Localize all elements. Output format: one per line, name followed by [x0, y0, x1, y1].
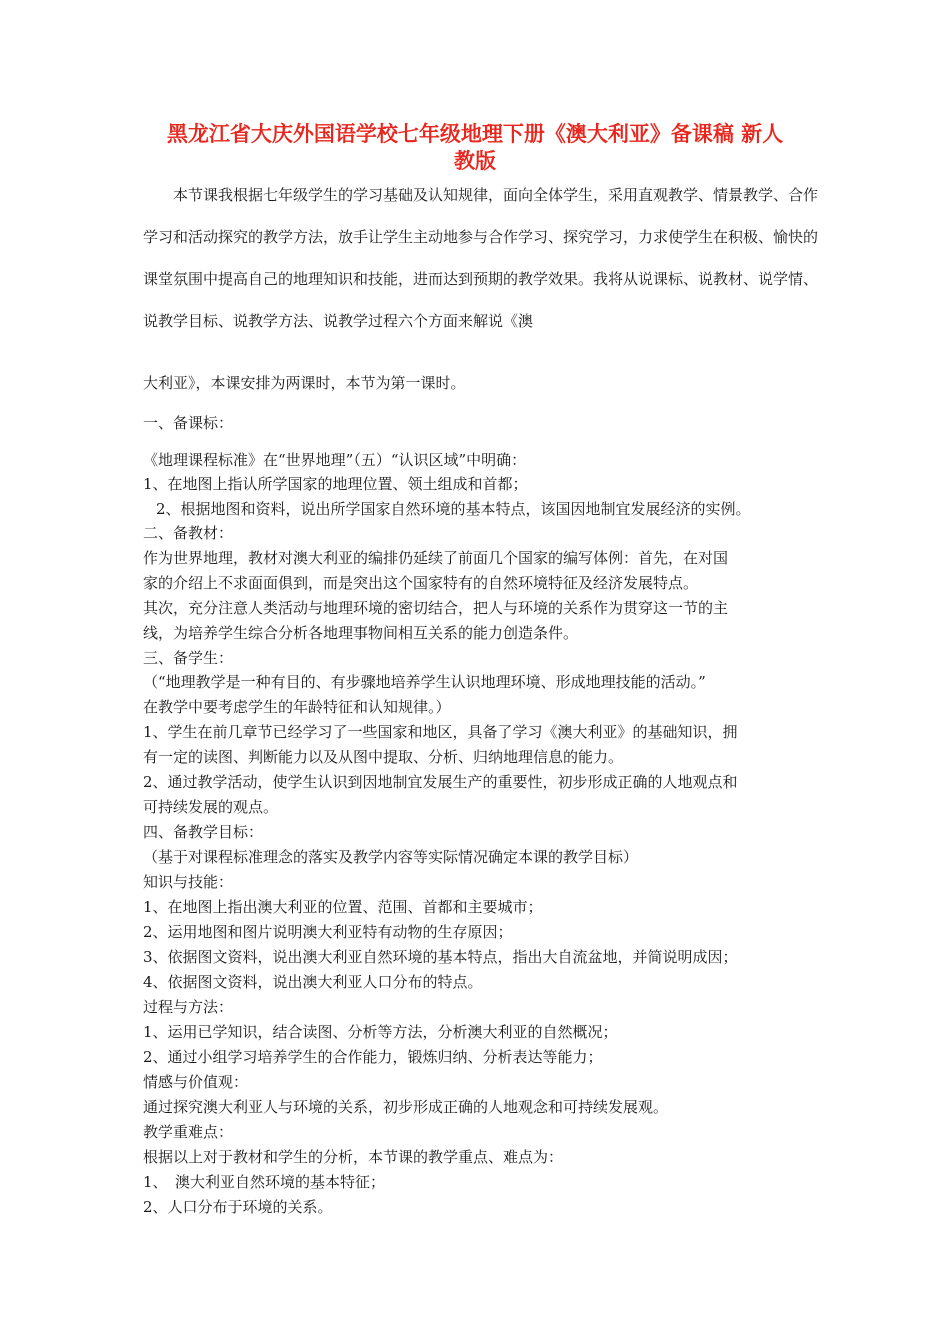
intro-paragraph	[143, 174, 823, 342]
title-line-2: 教版	[454, 149, 496, 173]
subheading: 知识与技能：	[143, 873, 234, 891]
text-line: 1、 澳大利亚自然环境的基本特征；	[143, 1173, 386, 1191]
text-line: 其次，充分注意人类活动与地理环境的密切结合，把人与环境的关系作为贯穿这一节的主	[143, 599, 729, 617]
text-line: 根据以上对于教材和学生的分析，本节课的教学重点、难点为：	[143, 1148, 564, 1166]
text-line: （“地理教学是一种有目的、有步骤地培养学生认识地理环境、形成地理技能的活动。”	[143, 673, 706, 691]
text-line: 1、在地图上指出澳大利亚的位置、范围、首都和主要城市；	[143, 898, 543, 916]
text-line: 1、在地图上指认所学国家的地理位置、领土组成和首都；	[143, 475, 528, 493]
text-line: 2、运用地图和图片说明澳大利亚特有动物的生存原因；	[143, 923, 513, 941]
text-line: 3、依据图文资料，说出澳大利亚自然环境的基本特点，指出大自流盆地，并简说明成因；	[143, 948, 738, 966]
text-line: 2、人口分布于环境的关系。	[143, 1198, 333, 1216]
section-heading: 二、备教材：	[143, 524, 234, 542]
text-line: 1、学生在前几章节已经学习了一些国家和地区，具备了学习《澳大利亚》的基础知识，拥	[143, 723, 738, 741]
title-line-1: 黑龙江省大庆外国语学校七年级地理下册《澳大利亚》备课稿 新人	[166, 122, 784, 146]
section-heading: 一、备课标：	[143, 414, 234, 432]
section-heading: 三、备学生：	[143, 649, 234, 667]
text-line: 线，为培养学生综合分析各地理事物间相互关系的能力创造条件。	[143, 624, 579, 642]
text-line: 4、依据图文资料，说出澳大利亚人口分布的特点。	[143, 973, 483, 991]
document-title	[130, 121, 820, 175]
text-line: 有一定的读图、判断能力以及从图中提取、分析、归纳地理信息的能力。	[143, 748, 624, 766]
text-line: 在教学中要考虑学生的年龄特征和认知规律。）	[143, 698, 451, 716]
text-line: 家的介绍上不求面面俱到，而是突出这个国家特有的自然环境特征及经济发展特点。	[143, 574, 699, 592]
subheading: 过程与方法：	[143, 998, 234, 1016]
subheading: 情感与价值观：	[143, 1073, 249, 1091]
section-heading: 四、备教学目标：	[143, 823, 264, 841]
intro-tail: 大利亚》，本课安排为两课时，本节为第一课时。	[143, 374, 466, 392]
text-line: 2、根据地图和资料，说出所学国家自然环境的基本特点，该国因地制宜发展经济的实例。	[156, 500, 751, 518]
text-line: 《地理课程标准》在“世界地理”（五）“认识区域”中明确：	[143, 451, 527, 469]
text-line: 作为世界地理，教材对澳大利亚的编排仍延续了前面几个国家的编写体例：首先，在对国	[143, 549, 729, 567]
text-line: 通过探究澳大利亚人与环境的关系，初步形成正确的人地观念和可持续发展观。	[143, 1098, 669, 1116]
text-line: （基于对课程标准理念的落实及教学内容等实际情况确定本课的教学目标）	[143, 848, 639, 866]
intro-text: 本节课我根据七年级学生的学习基础及认知规律，面向全体学生，采用直观教学、情景教学、合作学习和活动探究的教学方法，放手让学生主动地参与合作学习、探究学习，力求使学生在积极、愉快的课堂氛围中提高自己的地理知识和技能，进而达到预期的教学效果。我将从说课标、说教材、说学情、说教学目标、说教学方法、说教学过程六个方面来解说《澳	[143, 186, 819, 330]
text-line: 可持续发展的观点。	[143, 798, 279, 816]
subheading: 教学重难点：	[143, 1123, 234, 1141]
text-line: 2、通过小组学习培养学生的合作能力，锻炼归纳、分析表达等能力；	[143, 1048, 603, 1066]
text-line: 2、通过教学活动，使学生认识到因地制宜发展生产的重要性，初步形成正确的人地观点和	[143, 773, 738, 791]
text-line: 1、运用已学知识，结合读图、分析等方法，分析澳大利亚的自然概况；	[143, 1023, 618, 1041]
